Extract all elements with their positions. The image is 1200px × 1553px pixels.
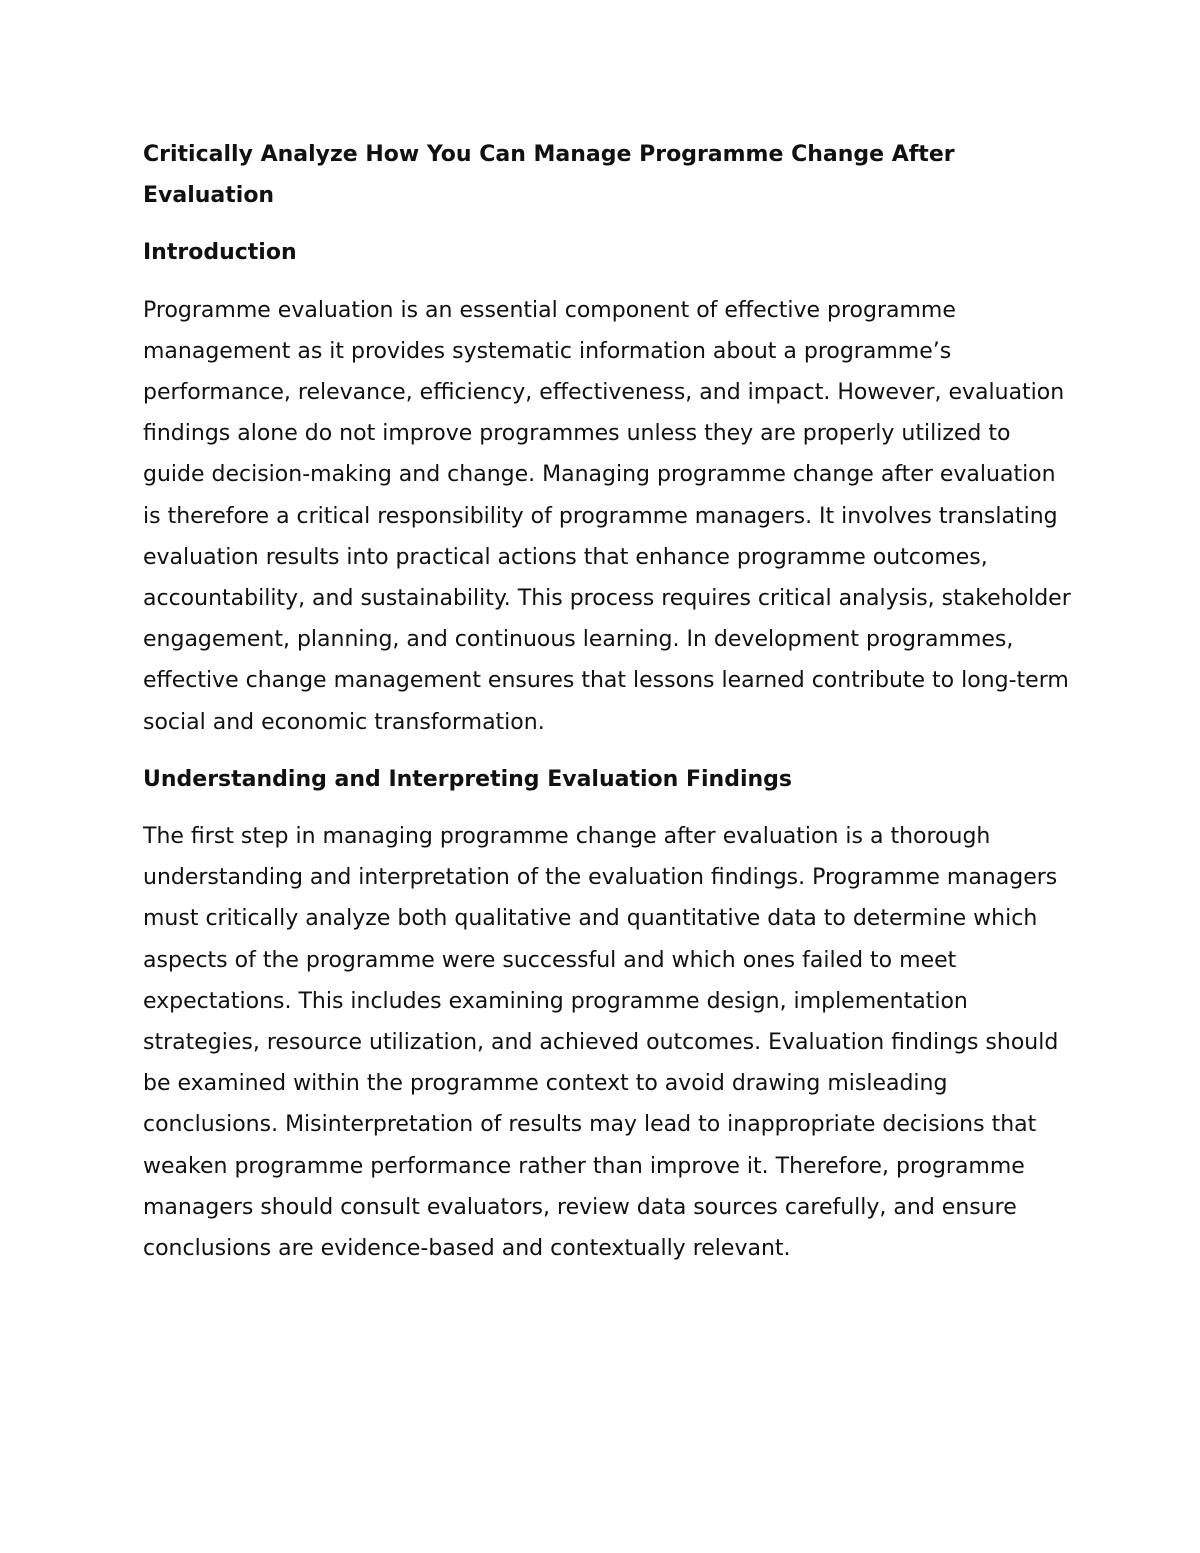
understanding-findings-paragraph: The first step in managing programme change after evaluation is a thorough understanding and interpretation of the evaluation findings. Programme managers must critically analyze both qualitative and quantitative data to determine which aspects of the programme were successful and which ones failed to meet expectations. This includes examining programme design, implementation strategies, resource utilization, and achieved outcomes. Evaluation findings should be examined within the programme context to avoid drawing misleading conclusions. Misinterpretation of results may lead to inappropriate decisions that weaken programme performance rather than improve it. Therefore, programme managers should consult evaluators, review data sources carefully, and ensure conclusions are evidence-based and contextually relevant. <box>143 824 1059 1262</box>
document-title: Critically Analyze How You Can Manage Programme Change After Evaluation <box>143 142 955 209</box>
section-heading-introduction: Introduction <box>143 240 297 266</box>
document-body <box>143 134 1073 1285</box>
introduction-paragraph: Programme evaluation is an essential component of effective programme management as it provides systematic information about a programme’s performance, relevance, efficiency, effectiveness, and impact. However, evaluation findings alone do not improve programmes unless they are properly utilized to guide decision-making and change. Managing programme change after evaluation is therefore a critical responsibility of programme managers. It involves translating evaluation results into practical actions that enhance programme outcomes, accountability, and sustainability. This process requires critical analysis, stakeholder engagement, planning, and continuous learning. In development programmes, effective change management ensures that lessons learned contribute to long-term social and economic transformation. <box>143 297 1071 735</box>
section-heading-understanding-findings: Understanding and Interpreting Evaluation Findings <box>143 766 792 792</box>
